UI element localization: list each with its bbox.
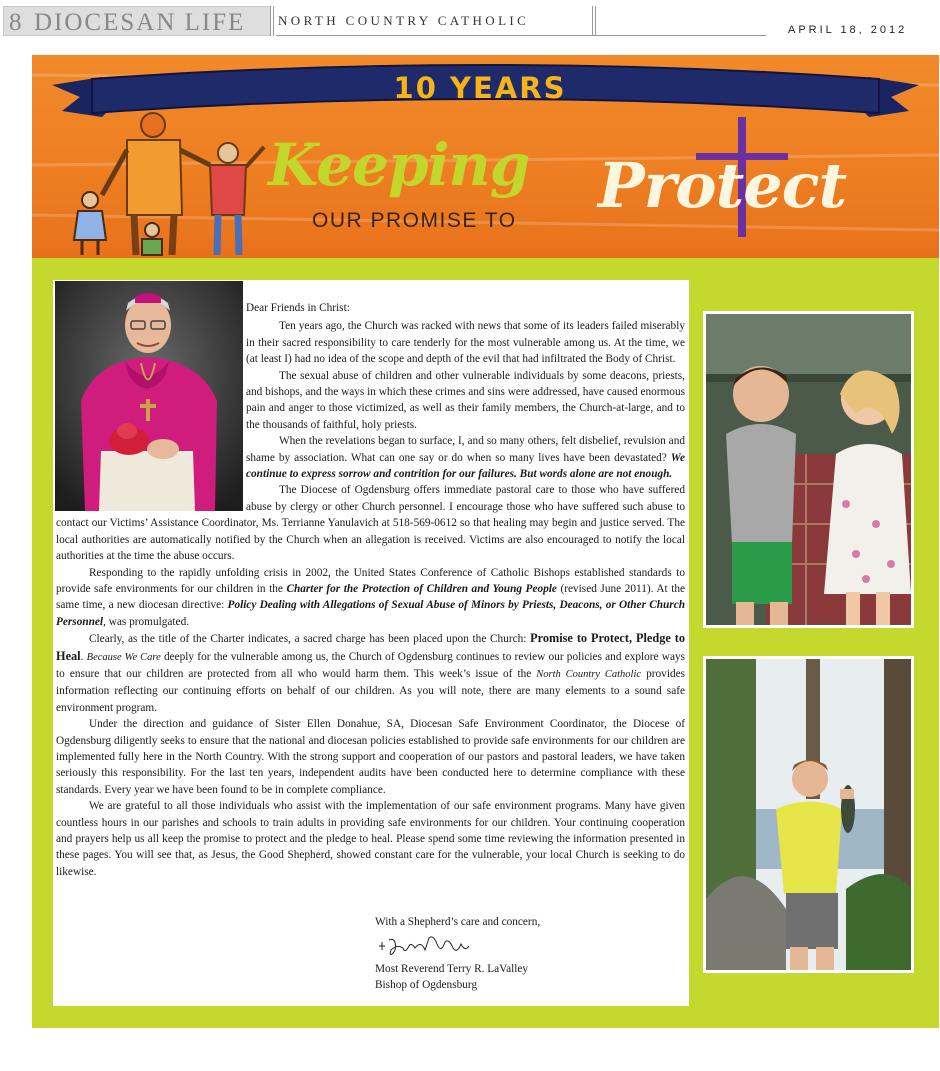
banner-protect: Protect	[598, 149, 847, 222]
boy-with-fish-photo-image	[706, 659, 911, 970]
header-rule	[276, 35, 766, 36]
children-photo-image	[706, 314, 911, 625]
signature	[375, 932, 475, 962]
publication-reference: North Country Catholic	[536, 668, 642, 680]
section-tab	[3, 6, 271, 36]
children-photo	[703, 311, 914, 628]
policy-title: Policy Dealing with Allegations of Sexual Abuse of Minors by Priests, Deacons, or Other Church Personnel	[56, 599, 685, 628]
emphasis-sorrow: We continue to express sorrow and contrition for our failures. But words alone are not enough.	[246, 451, 686, 481]
letter-paragraph: The sexual abuse of children and other vulnerable individuals by some deacons, priests, and bishops, and the ways in which these crimes and sins were addressed, have caused enormous pain and anger to those victimized, as well as their family members, the Church-at-large, and to the thousands of faithful, holy priests.	[246, 369, 685, 431]
promise-pledge: Promise to Protect, Pledge to Heal	[56, 631, 685, 663]
closing-line: With a Shepherd’s care and concern,	[375, 916, 541, 928]
page-header	[0, 0, 940, 44]
signer-block	[375, 961, 528, 993]
letter-paragraph: Clearly, as the title of the Charter indicates, a sacred charge has been placed upon the Church: Promise to Protect, Pledge to Heal. Because We Care deeply for the vulnerable among us, the Church of Ogdensburg continues to review our policies and explore ways to ensure that our children are protected from all who would harm them. This week’s issue of the North Country Catholic provides information reflecting our continuing efforts on behalf of our children. As you will note, there are many elements to a sound safe environment program.	[56, 631, 686, 714]
publication-name: NORTH COUNTRY CATHOLIC	[278, 13, 530, 28]
charter-title: Charter for the Protection of Children and Young People	[286, 582, 557, 595]
letter-body	[56, 300, 685, 880]
photo-wrap-spacer	[56, 300, 246, 509]
family-figures-icon	[74, 113, 264, 255]
section-title: DIOCESAN LIFE	[34, 9, 246, 36]
letter-paragraph: Responding to the rapidly unfolding crisis in 2002, the United States Conference of Catholic Bishops established standards to provide safe environments for our children in the Charter for the Protection of Children and Young People (revised June 2011). At the same time, a new diocesan directive: Policy Dealing with Allegations of Sexual Abuse of Minors by Priests, Deacons, or Other Church Personnel, was promulgated.	[56, 566, 686, 628]
page-number: 8	[9, 9, 22, 36]
banner-phrase: OUR PROMISE TO	[312, 209, 517, 232]
letter-closing	[375, 914, 540, 930]
feature-banner	[32, 55, 939, 258]
boy-with-fish-photo	[703, 656, 914, 973]
letter-paragraph: When the revelations began to surface, I, and so many others, felt disbelief, revulsion and shame by association. What can one say or do when so many lives have been devastated? We continue to express sorrow and contrition for our failures. But words alone are not enough.	[246, 435, 686, 481]
because-we-care: Because We Care	[86, 651, 161, 663]
letter-paragraph: The Diocese of Ogdensburg offers immediate pastoral care to those who have suffered abuse by clergy or other Church personnel. I encourage those who have suffered such abuse to contact our Victims’ Assistance Coordinator, Ms. Terrianne Yanulavich at 518-569-0612 so that healing may begin and justice served. The local authorities are automatically notified by the Church when an allegation is received. Victims are also encouraged to notify the local authorities at the time the abuse occurs.	[56, 484, 685, 563]
header-divider	[270, 6, 274, 36]
signer-title: Bishop of Ogdensburg	[375, 979, 478, 991]
letter-paragraph: Ten years ago, the Church was racked with news that some of its leaders failed miserably in their sacred responsibility to care tenderly for the most vulnerable among us. At the time, we (at least I) had no idea of the scope and depth of the evil that had infiltrated the Body of Christ.	[246, 320, 685, 366]
header-divider	[592, 6, 596, 36]
signer-name: Most Reverend Terry R. LaValley	[375, 963, 529, 975]
banner-keeping: Keeping	[268, 131, 530, 199]
ribbon-title: 10 YEARS	[393, 71, 567, 105]
issue-date: APRIL 18, 2012	[788, 24, 908, 36]
letter-salutation: Dear Friends in Christ:	[246, 302, 350, 314]
letter-paragraph: Under the direction and guidance of Sister Ellen Donahue, SA, Diocesan Safe Environment Coordinator, the Diocese of Ogdensburg diligently seeks to ensure that the national and diocesan policies established to provide safe environments for our children are implemented fully here in the North Country. With the strong support and cooperation of our pastors and pastoral leaders, we have taken seriously this responsibility. For the last ten years, independent audits have been conducted here to determine compliance with these standards. Every year we have been found to be in complete compliance.	[56, 718, 685, 796]
letter-paragraph: We are grateful to all those individuals who assist with the implementation of our safe environment programs. Many have given countless hours in our parishes and schools to train adults in providing safe environments for our children. Your continuing cooperation and prayers help us all keep the promise to protect and the pledge to heal. Please spend some time reviewing the information presented in these pages. You will see that, as Jesus, the Good Shepherd, showed constant care for the vulnerable, your local Church is seeking to do likewise.	[56, 800, 685, 878]
